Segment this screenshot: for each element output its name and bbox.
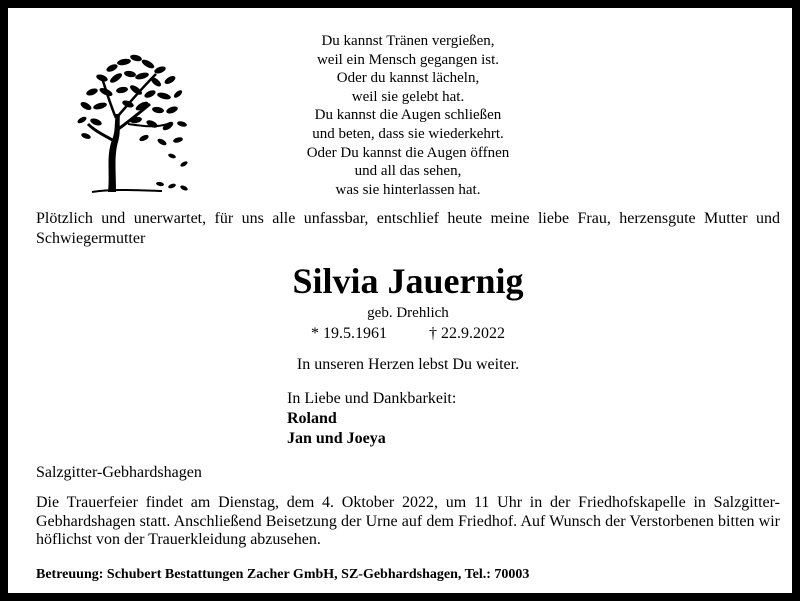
- poem-line: weil ein Mensch gegangen ist.: [316, 51, 500, 68]
- funeral-details: Die Trauerfeier findet am Dienstag, dem 4. Oktober 2022, um 11 Uhr in der Friedhofskapelle in Salzgitter-Gebhardshagen statt. Anschließend Beisetzung der Urne auf dem Friedhof. Auf Wunsch der Verstorbenen bitten wir höflichst von der Trauerkleidung abzusehen.: [36, 494, 780, 548]
- place: Salzgitter-Gebhardshagen: [36, 464, 202, 481]
- windblown-tree-icon: [72, 44, 192, 194]
- mourner-name: Jan und Joeya: [287, 430, 386, 447]
- death-date: † 22.9.2022: [429, 325, 505, 342]
- birth-date: * 19.5.1961: [311, 325, 387, 342]
- deceased-name: Silvia Jauernig: [292, 261, 524, 301]
- poem-line: und all das sehen,: [354, 163, 462, 180]
- poem: [258, 32, 558, 199]
- poem-line: Du kannst Tränen vergießen,: [321, 33, 495, 49]
- poem-line: weil sie gelebt hat.: [351, 88, 465, 105]
- mourner-name: Roland: [287, 410, 337, 427]
- memorial-line: In unseren Herzen lebst Du weiter.: [296, 356, 520, 373]
- poem-line: Oder Du kannst die Augen öffnen: [306, 144, 510, 161]
- poem-line: was sie hinterlassen hat.: [335, 181, 481, 198]
- birth-name: geb. Drehlich: [367, 305, 449, 321]
- funeral-home-line: Betreuung: Schubert Bestattungen Zacher GmbH, SZ-Gebhardshagen, Tel.: 70003: [36, 567, 530, 582]
- poem-line: und beten, dass sie wiederkehrt.: [312, 125, 504, 142]
- life-dates: [8, 324, 800, 344]
- poem-line: Oder du kannst lächeln,: [336, 70, 480, 87]
- mourners-intro: In Liebe und Dankbarkeit:: [287, 390, 457, 407]
- mourners-block: [287, 389, 587, 449]
- poem-line: Du kannst die Augen schließen: [314, 107, 502, 124]
- intro-text: Plötzlich und unerwartet, für uns alle unfassbar, entschlief heute meine liebe Frau, herzensgute Mutter und Schwiegermutter: [36, 210, 780, 247]
